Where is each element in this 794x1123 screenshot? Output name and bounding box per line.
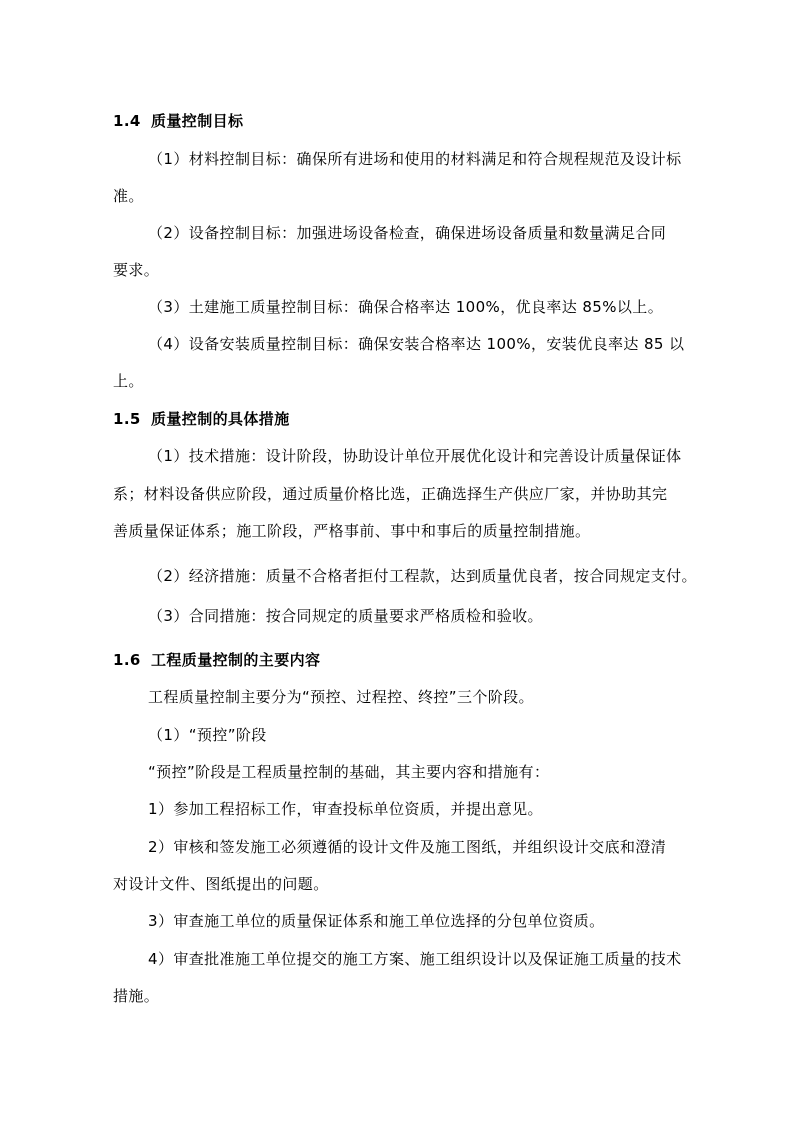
paragraph-line: 4）审查批准施工单位提交的施工方案、施工组织设计以及保证施工质量的技术 xyxy=(148,950,682,968)
paragraph-line: （3）土建施工质量控制目标：确保合格率达 100%，优良率达 85%以上。 xyxy=(148,298,664,316)
section-number: 1.5 xyxy=(113,410,141,428)
paragraph-line: 善质量保证体系；施工阶段，严格事前、事中和事后的质量控制措施。 xyxy=(113,522,591,540)
paragraph-line: 措施。 xyxy=(113,987,160,1005)
section-heading-1-6 xyxy=(113,650,320,670)
paragraph-line: （1）技术措施：设计阶段，协助设计单位开展优化设计和完善设计质量保证体 xyxy=(148,447,682,465)
section-title: 质量控制的具体措施 xyxy=(151,410,290,428)
paragraph-line: （2）设备控制目标：加强进场设备检查，确保进场设备质量和数量满足合同 xyxy=(148,224,667,242)
paragraph-line: 上。 xyxy=(113,372,144,390)
section-number: 1.6 xyxy=(113,651,141,669)
section-title: 质量控制目标 xyxy=(151,112,244,130)
paragraph-line: 工程质量控制主要分为“预控、过程控、终控”三个阶段。 xyxy=(148,688,534,706)
paragraph-line: 3）审查施工单位的质量保证体系和施工单位选择的分包单位资质。 xyxy=(148,912,605,930)
paragraph-line: 要求。 xyxy=(113,261,160,279)
paragraph-line: 系；材料设备供应阶段，通过质量价格比选，正确选择生产供应厂家，并协助其完 xyxy=(113,485,668,503)
paragraph-line: “预控”阶段是工程质量控制的基础，其主要内容和措施有： xyxy=(148,763,550,781)
paragraph-line: 对设计文件、图纸提出的问题。 xyxy=(113,875,329,893)
paragraph-line: （1）“预控”阶段 xyxy=(148,726,267,744)
paragraph-line: 准。 xyxy=(113,187,144,205)
section-number: 1.4 xyxy=(113,112,141,130)
section-heading-1-4 xyxy=(113,111,243,131)
paragraph-line: 1）参加工程招标工作，审查投标单位资质，并提出意见。 xyxy=(148,800,543,818)
section-title: 工程质量控制的主要内容 xyxy=(151,651,321,669)
section-heading-1-5 xyxy=(113,409,290,429)
paragraph-line: （4）设备安装质量控制目标：确保安装合格率达 100%，安装优良率达 85 以 xyxy=(148,335,685,353)
paragraph-line: （2）经济措施：质量不合格者拒付工程款，达到质量优良者，按合同规定支付。 xyxy=(148,567,697,585)
paragraph-line: 2）审核和签发施工必须遵循的设计文件及施工图纸，并组织设计交底和澄清 xyxy=(148,838,667,856)
paragraph-line: （3）合同措施：按合同规定的质量要求严格质检和验收。 xyxy=(148,607,543,625)
paragraph-line: （1）材料控制目标：确保所有进场和使用的材料满足和符合规程规范及设计标 xyxy=(148,150,682,168)
